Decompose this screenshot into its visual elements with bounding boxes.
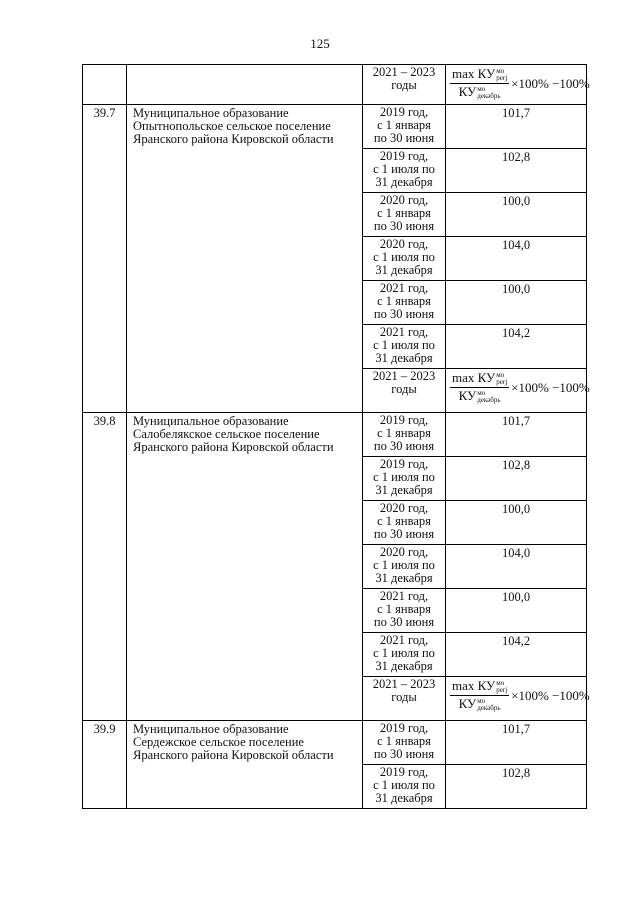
- value-cell: 104,0: [446, 545, 587, 589]
- value-cell: 100,0: [446, 193, 587, 237]
- period-cell: [363, 589, 446, 633]
- formula-ku: КУ: [458, 696, 477, 712]
- number-cell: 39.9: [83, 721, 127, 809]
- formula-numerator: [450, 679, 509, 696]
- formula-sup: мо: [477, 697, 486, 706]
- value-cell: 104,2: [446, 633, 587, 677]
- formula-cell: [446, 369, 590, 413]
- period-cell: [363, 413, 446, 457]
- period-cell: [363, 281, 446, 325]
- formula-max: max: [452, 66, 475, 81]
- formula-denominator: [457, 696, 503, 712]
- formula-denominator: [457, 388, 503, 404]
- formula-tail: ×100% −100%: [511, 380, 590, 396]
- formula-tail: ×100% −100%: [511, 76, 590, 92]
- formula-fraction: [450, 679, 509, 712]
- period-text: 2020 год, с 1 января по 30 июня: [373, 193, 435, 233]
- period-text: 2020 год, с 1 июля по 31 декабря: [373, 237, 435, 277]
- formula-sub: perj: [496, 74, 508, 83]
- formula-ku: КУ: [458, 388, 477, 404]
- period-text: 2020 год, с 1 июля по 31 декабря: [373, 545, 435, 585]
- period-cell: [363, 677, 446, 721]
- formula-tail: ×100% −100%: [511, 688, 590, 704]
- formula: [450, 678, 590, 713]
- number-cell: 39.7: [83, 105, 127, 413]
- formula-sup: мо: [496, 67, 505, 76]
- period-text: 2021 – 2023 годы: [372, 369, 436, 396]
- formula-ku: КУ: [458, 84, 477, 100]
- formula-denominator: [457, 84, 503, 100]
- name-cell: [127, 413, 363, 721]
- period-cell: [363, 65, 446, 105]
- name-cell: [127, 65, 363, 105]
- value-cell: 104,0: [446, 237, 587, 281]
- number-cell: 39.8: [83, 413, 127, 721]
- formula-sub: perj: [496, 378, 508, 387]
- municipality-name: Муниципальное образование Салобелякское сельское поселение Яранского района Кировской области: [133, 414, 334, 454]
- value-cell: 101,7: [446, 721, 587, 765]
- formula-sub: perj: [496, 686, 508, 695]
- formula: [450, 370, 590, 405]
- tariff-table: [82, 64, 590, 809]
- period-text: 2019 год, с 1 июля по 31 декабря: [373, 765, 435, 805]
- formula-indices: [496, 68, 507, 82]
- period-text: 2019 год, с 1 июля по 31 декабря: [373, 149, 435, 189]
- value-cell: 104,2: [446, 325, 587, 369]
- formula-cell: [446, 65, 590, 105]
- name-cell: [127, 721, 363, 809]
- formula-max: max: [452, 370, 475, 385]
- formula-cell: [446, 677, 590, 721]
- formula-indices: [477, 390, 500, 404]
- formula-sup: мо: [496, 679, 505, 688]
- table-row: [83, 65, 587, 105]
- period-cell: [363, 721, 446, 765]
- formula-ku: КУ: [477, 678, 496, 693]
- value-cell: 100,0: [446, 589, 587, 633]
- period-text: 2021 – 2023 годы: [372, 65, 436, 92]
- formula-indices: [477, 698, 500, 712]
- formula-indices: [496, 680, 507, 694]
- municipality-name: Муниципальное образование Сердежское сельское поселение Яранского района Кировской области: [133, 722, 334, 762]
- value-cell: 100,0: [446, 281, 587, 325]
- table-row: [83, 105, 587, 149]
- formula-max: max: [452, 678, 475, 693]
- period-text: 2021 – 2023 годы: [372, 677, 436, 704]
- period-text: 2019 год, с 1 января по 30 июня: [373, 105, 435, 145]
- period-cell: [363, 501, 446, 545]
- period-cell: [363, 325, 446, 369]
- period-text: 2019 год, с 1 января по 30 июня: [373, 721, 435, 761]
- tariff-table-body: [83, 65, 590, 809]
- period-cell: [363, 105, 446, 149]
- formula-numerator: [450, 371, 509, 388]
- value-cell: 102,8: [446, 149, 587, 193]
- formula-sub: декабрь: [477, 92, 501, 101]
- table-row: [83, 413, 587, 457]
- period-text: 2021 год, с 1 января по 30 июня: [373, 589, 435, 629]
- period-text: 2020 год, с 1 января по 30 июня: [373, 501, 435, 541]
- value-cell: 102,8: [446, 457, 587, 501]
- formula-sub: декабрь: [477, 396, 501, 405]
- value-cell: 100,0: [446, 501, 587, 545]
- formula-fraction: [450, 371, 509, 404]
- period-cell: [363, 765, 446, 809]
- formula-ku: КУ: [477, 370, 496, 385]
- period-cell: [363, 193, 446, 237]
- value-cell: 101,7: [446, 105, 587, 149]
- formula-indices: [477, 86, 500, 100]
- table-row: [83, 721, 587, 765]
- period-text: 2021 год, с 1 июля по 31 декабря: [373, 633, 435, 673]
- value-cell: 101,7: [446, 413, 587, 457]
- formula-ku: КУ: [477, 66, 496, 81]
- period-text: 2019 год, с 1 января по 30 июня: [373, 413, 435, 453]
- page-number: 125: [310, 36, 330, 51]
- period-cell: [363, 545, 446, 589]
- formula-sup: мо: [477, 85, 486, 94]
- name-cell: [127, 105, 363, 413]
- period-cell: [363, 633, 446, 677]
- formula-numerator: [450, 67, 509, 84]
- number-cell: [83, 65, 127, 105]
- period-text: 2021 год, с 1 января по 30 июня: [373, 281, 435, 321]
- formula: [450, 66, 590, 101]
- formula-sub: декабрь: [477, 704, 501, 713]
- period-cell: [363, 237, 446, 281]
- period-text: 2019 год, с 1 июля по 31 декабря: [373, 457, 435, 497]
- formula-sup: мо: [477, 389, 486, 398]
- municipality-name: Муниципальное образование Опытнопольское сельское поселение Яранского района Кировской области: [133, 106, 334, 146]
- period-cell: [363, 457, 446, 501]
- formula-indices: [496, 372, 507, 386]
- period-text: 2021 год, с 1 июля по 31 декабря: [373, 325, 435, 365]
- formula-fraction: [450, 67, 509, 100]
- formula-sup: мо: [496, 371, 505, 380]
- period-cell: [363, 149, 446, 193]
- period-cell: [363, 369, 446, 413]
- value-cell: 102,8: [446, 765, 587, 809]
